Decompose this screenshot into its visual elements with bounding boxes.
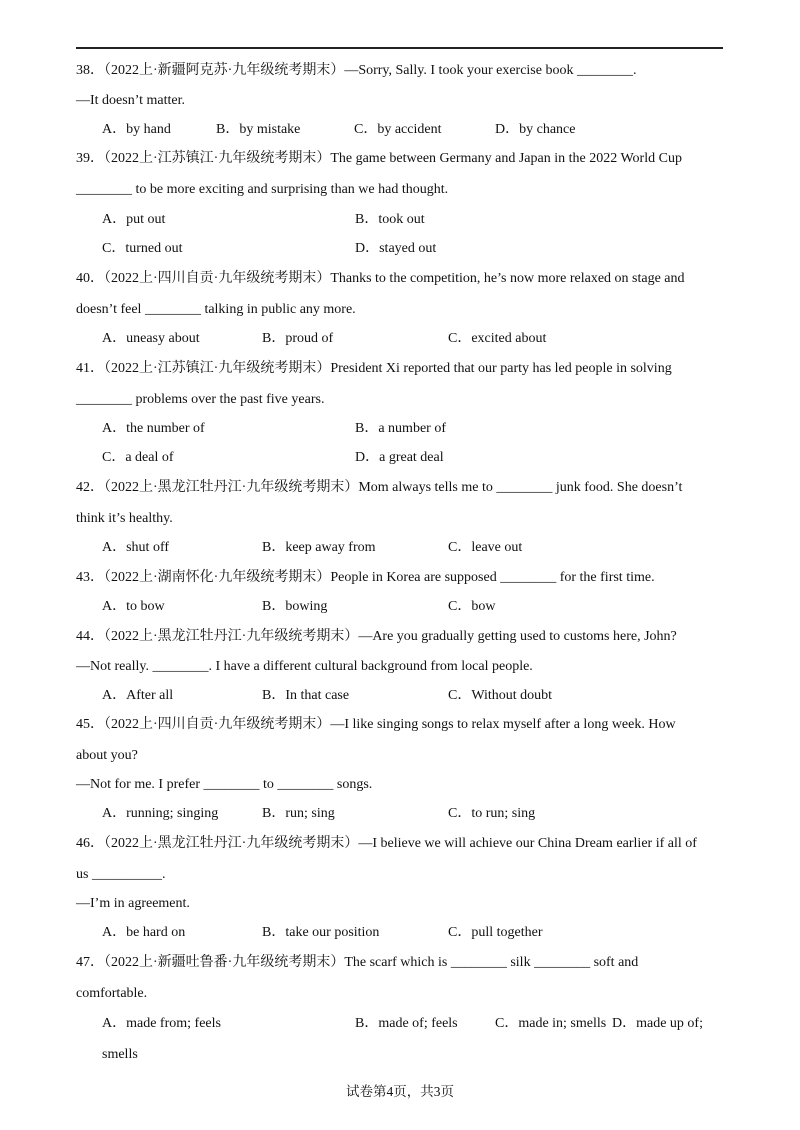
question-46-reply: —I’m in agreement. [76, 896, 190, 911]
q39-option-b: B．took out [355, 212, 425, 227]
q41-option-a: A．the number of [102, 421, 205, 436]
header-rule [76, 47, 723, 49]
q38-option-b: B．by mistake [216, 122, 301, 137]
q38-option-a: A．by hand [102, 122, 171, 137]
question-43-stem: 43．（2022上·湖南怀化·九年级统考期末）People in Korea are supposed ________ for the first time. [76, 570, 655, 585]
q39-option-d: D．stayed out [355, 241, 437, 256]
q47-option-d: D．made up of; [612, 1016, 703, 1031]
question-44-reply: —Not really. ________. I have a different cultural background from local people. [76, 659, 533, 674]
question-45-reply: —Not for me. I prefer ________ to ________ songs. [76, 777, 373, 792]
q47-option-a: A．made from; feels [102, 1016, 221, 1031]
q46-option-c: C．pull together [448, 925, 543, 940]
q40-option-c: C．excited about [448, 331, 547, 346]
q45-option-a: A．running; singing [102, 806, 219, 821]
question-45-stem-cont: about you? [76, 748, 138, 763]
q40-option-a: A．uneasy about [102, 331, 200, 346]
q41-option-d: D．a great deal [355, 450, 444, 465]
q42-option-a: A．shut off [102, 540, 170, 555]
q45-option-b: B．run; sing [262, 806, 335, 821]
question-38-stem: 38．（2022上·新疆阿克苏·九年级统考期末）—Sorry, Sally. I took your exercise book ________. [76, 63, 637, 78]
question-42-stem-cont: think it’s healthy. [76, 511, 173, 526]
q42-option-c: C．leave out [448, 540, 523, 555]
q42-option-b: B．keep away from [262, 540, 376, 555]
question-44-stem: 44．（2022上·黑龙江牡丹江·九年级统考期末）—Are you gradually getting used to customs here, John? [76, 629, 677, 644]
q46-option-a: A．be hard on [102, 925, 186, 940]
q46-option-b: B．take our position [262, 925, 380, 940]
q38-option-c: C．by accident [354, 122, 442, 137]
q47-option-d-cont: smells [102, 1047, 138, 1062]
q44-option-a: A．After all [102, 688, 174, 703]
q47-option-c: C．made in; smells [495, 1016, 607, 1031]
question-46-stem-cont: us __________. [76, 867, 166, 882]
q41-option-b: B．a number of [355, 421, 446, 436]
q43-option-c: C．bow [448, 599, 496, 614]
q44-option-b: B．In that case [262, 688, 350, 703]
question-45-stem: 45．（2022上·四川自贡·九年级统考期末）—I like singing songs to relax myself after a long week. How [76, 717, 676, 732]
question-38-reply: —It doesn’t matter. [76, 93, 185, 108]
q44-option-c: C．Without doubt [448, 688, 553, 703]
q47-option-b: B．made of; feels [355, 1016, 458, 1031]
question-39-stem-cont: ________ to be more exciting and surprising than we had thought. [76, 182, 449, 197]
q38-option-d: D．by chance [495, 122, 576, 137]
q43-option-a: A．to bow [102, 599, 165, 614]
question-47-stem-cont: comfortable. [76, 986, 148, 1001]
q43-option-b: B．bowing [262, 599, 328, 614]
page-footer: 试卷第4页，共3页 [346, 1084, 454, 1099]
question-41-stem: 41．（2022上·江苏镇江·九年级统考期末）President Xi reported that our party has led people in solving [76, 361, 672, 376]
question-40-stem: 40．（2022上·四川自贡·九年级统考期末）Thanks to the competition, he’s now more relaxed on stage and [76, 271, 685, 286]
q41-option-c: C．a deal of [102, 450, 174, 465]
q40-option-b: B．proud of [262, 331, 334, 346]
question-47-stem: 47．（2022上·新疆吐鲁番·九年级统考期末）The scarf which is ________ silk ________ soft and [76, 955, 639, 970]
question-41-stem-cont: ________ problems over the past five years. [76, 392, 325, 407]
question-46-stem: 46．（2022上·黑龙江牡丹江·九年级统考期末）—I believe we will achieve our China Dream earlier if all of [76, 836, 697, 851]
question-39-stem: 39．（2022上·江苏镇江·九年级统考期末）The game between Germany and Japan in the 2022 World Cup [76, 151, 682, 166]
q45-option-c: C．to run; sing [448, 806, 536, 821]
question-42-stem: 42．（2022上·黑龙江牡丹江·九年级统考期末）Mom always tells me to ________ junk food. She doesn’t [76, 480, 683, 495]
question-40-stem-cont: doesn’t feel ________ talking in public any more. [76, 302, 356, 317]
q39-option-c: C．turned out [102, 241, 183, 256]
q39-option-a: A．put out [102, 212, 166, 227]
